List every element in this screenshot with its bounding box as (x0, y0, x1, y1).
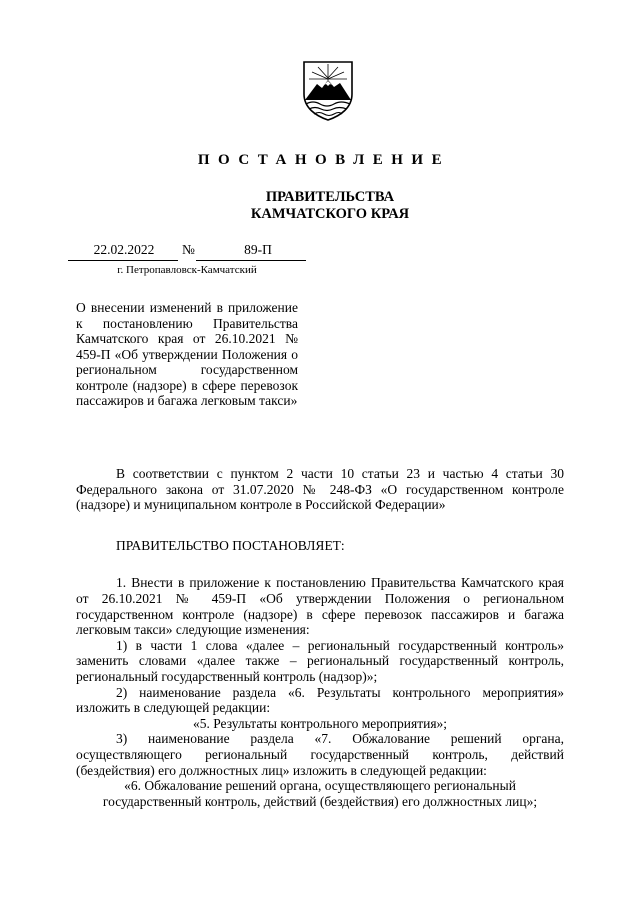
preamble-paragraph: В соответствии с пунктом 2 части 10 статьи 23 и частью 4 статьи 30 Федерального закона от 31.07.2020 № 248-ФЗ «О государственном контроле (надзоре) и муниципальном контроле в Российской Федерации» (76, 466, 564, 513)
number-underline (196, 260, 306, 261)
clause-1-3-new-title-line-2: государственный контроль, действий (бездействия) его должностных лиц»; (102, 793, 538, 809)
date-underline (68, 260, 178, 261)
clause-1-3: 3) наименование раздела «7. Обжалование решений органа, осуществляющего региональный государственный контроль, действий (бездействия) его должностных лиц» изложить в следующей редакции: (76, 731, 564, 778)
document-body (76, 466, 564, 809)
decree-heading: ПРАВИТЕЛЬСТВО ПОСТАНОВЛЯЕТ: (116, 537, 345, 553)
issuer-block (0, 189, 640, 223)
document-date: 22.02.2022 (93, 242, 155, 257)
clause-1: 1. Внести в приложение к постановлению Правительства Камчатского края от 26.10.2021 № 459-П «Об утверждении Положения о региональном государственном контроле (надзоре) в сфере перевозок пассажиров и багажа легковым такси» следующие изменения: (76, 575, 564, 638)
issuer-line-2: КАМЧАТСКОГО КРАЯ (250, 206, 410, 222)
clause-1-3-new-title-line-1: «6. Обжалование решений органа, осуществляющего региональный (124, 778, 516, 794)
document-type-title: ПОСТАНОВЛЕНИЕ (197, 152, 451, 168)
document-subject: О внесении изменений в приложение к постановлению Правительства Камчатского края от 26.10.2021 № 459-П «Об утверждении Положения о региональном государственном контроле (надзоре) в сфере перевозок пассажиров и багажа легковым такси» (76, 300, 298, 408)
clause-1-1: 1) в части 1 слова «далее – региональный государственный контроль» заменить словами «далее также – региональный государственный контроль, региональный государственный контроль (надзор)»; (76, 637, 564, 684)
document-number: 89-П (244, 242, 272, 257)
kamchatka-emblem-icon (300, 60, 356, 122)
clause-1-2: 2) наименование раздела «6. Результаты контрольного мероприятия» изложить в следующей редакции: (76, 684, 564, 716)
issuer-line-1: ПРАВИТЕЛЬСТВА (265, 189, 395, 205)
clause-1-2-new-title: «5. Результаты контрольного мероприятия»; (192, 715, 448, 731)
number-label: № (182, 242, 195, 257)
city-label: г. Петропавловск-Камчатский (117, 264, 257, 276)
